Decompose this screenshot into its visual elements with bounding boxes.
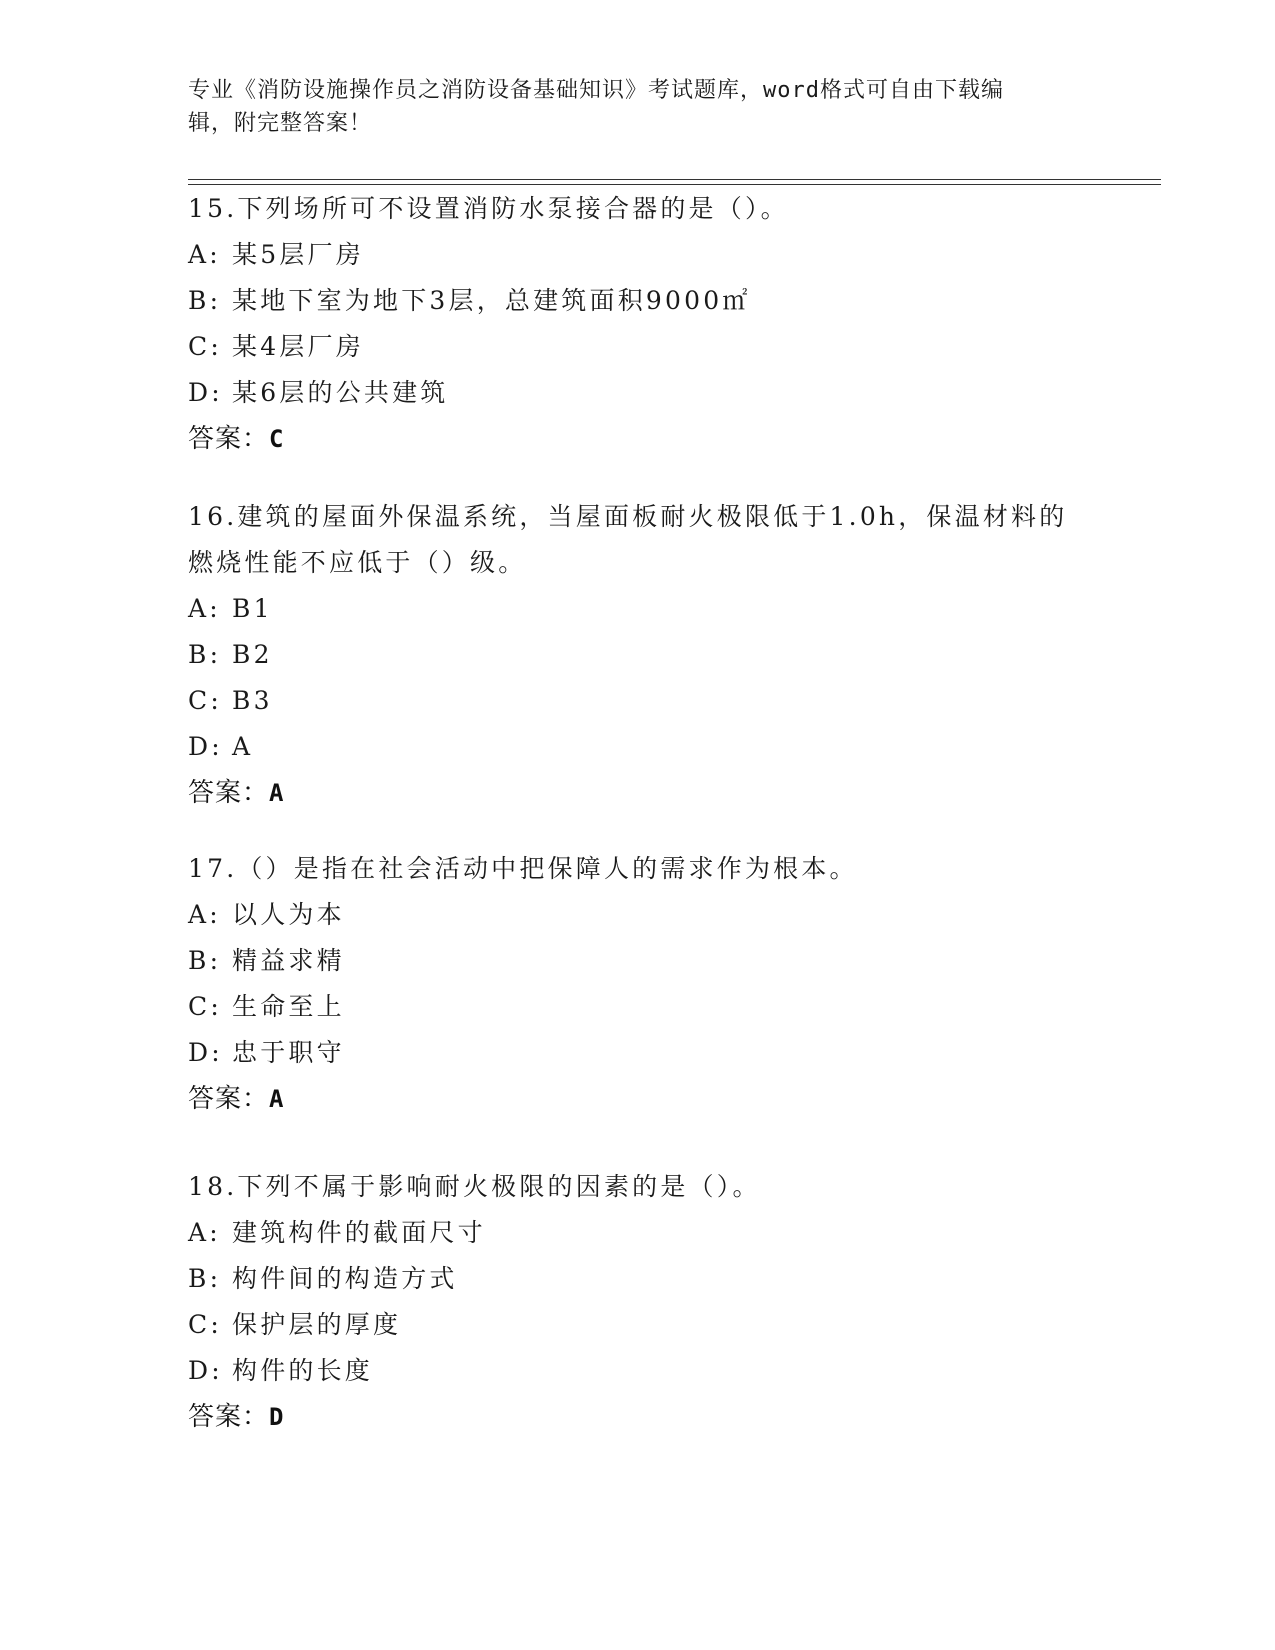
option-a: A: 建筑构件的截面尺寸 — [188, 1218, 486, 1247]
option-d: D: 构件的长度 — [188, 1356, 374, 1385]
option-a: A: 某5层厂房 — [188, 240, 364, 269]
option-c: C: 保护层的厚度 — [188, 1310, 402, 1339]
option-a: A: B1 — [188, 594, 273, 623]
question-text: 15.下列场所可不设置消防水泵接合器的是（）。 — [188, 194, 789, 223]
answer-value: A — [269, 1085, 285, 1113]
header-divider-bottom — [188, 184, 1161, 185]
option-c: C: 某4层厂房 — [188, 332, 364, 361]
option-d: D: 忠于职守 — [188, 1038, 345, 1067]
question-text: 17.（）是指在社会活动中把保障人的需求作为根本。 — [188, 854, 858, 883]
question-18 — [188, 1164, 1088, 1440]
header-line-1: 专业《消防设施操作员之消防设备基础知识》考试题库，word格式可自由下载编 — [188, 78, 1004, 103]
question-16 — [188, 494, 1088, 816]
question-17 — [188, 846, 1088, 1122]
question-text: 18.下列不属于影响耐火极限的因素的是（）。 — [188, 1172, 761, 1201]
option-c: C: B3 — [188, 686, 273, 715]
question-text: 16.建筑的屋面外保温系统，当屋面板耐火极限低于1.0h，保温材料的 — [188, 502, 1068, 531]
answer-value: D — [269, 1403, 285, 1431]
option-c: C: 生命至上 — [188, 992, 345, 1021]
answer-line: 答案：A — [188, 778, 285, 808]
option-a: A: 以人为本 — [188, 900, 345, 929]
answer-value: A — [269, 779, 285, 807]
option-d: D: A — [188, 732, 254, 761]
header-divider-top — [188, 179, 1161, 180]
option-b: B: 某地下室为地下3层，总建筑面积9000㎡ — [188, 286, 751, 315]
header-line-2: 辑，附完整答案！ — [188, 111, 373, 136]
question-15 — [188, 186, 1088, 462]
answer-line: 答案：C — [188, 424, 285, 454]
option-b: B: 构件间的构造方式 — [188, 1264, 458, 1293]
document-header — [188, 74, 1088, 140]
option-b: B: 精益求精 — [188, 946, 345, 975]
answer-value: C — [269, 425, 285, 453]
answer-line: 答案：A — [188, 1084, 285, 1114]
answer-line: 答案：D — [188, 1402, 285, 1432]
question-text-continued: 燃烧性能不应低于（）级。 — [188, 548, 527, 577]
option-d: D: 某6层的公共建筑 — [188, 378, 449, 407]
option-b: B: B2 — [188, 640, 273, 669]
